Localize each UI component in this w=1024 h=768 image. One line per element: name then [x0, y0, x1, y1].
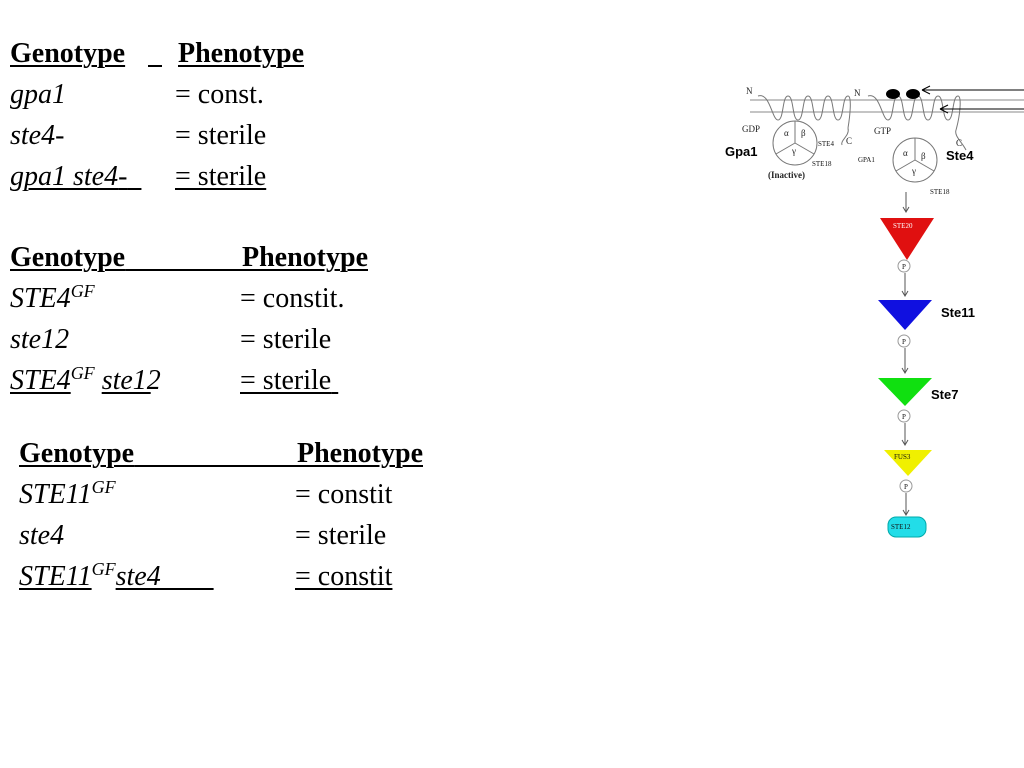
- phenotype-cell: = sterile: [175, 161, 267, 192]
- pheromone-dot: [906, 89, 920, 99]
- phenotype-cell: = constit.: [240, 283, 345, 314]
- ste11-kinase: [878, 300, 932, 330]
- ste4-bold-label: Ste4: [946, 148, 974, 163]
- phenotype-header: Phenotype: [297, 438, 423, 469]
- header-underline-gap: [148, 34, 178, 74]
- phenotype-cell: = sterile: [175, 120, 267, 151]
- c-terminus-label: C: [956, 138, 963, 148]
- genotype-cell: $STE11^{GF}$: [19, 477, 116, 510]
- phenotype-cell: = constit: [295, 479, 393, 510]
- gamma-label: γ: [792, 146, 796, 156]
- phenotype-cell: = sterile: [240, 324, 332, 355]
- gtp-label: GTP: [874, 126, 892, 136]
- pheromone-pathway-diagram: [725, 70, 1024, 550]
- pheromone-dot: [886, 89, 900, 99]
- phenotype-cell: = sterile: [240, 365, 332, 396]
- genotype-cell: ste4-: [10, 120, 65, 151]
- genotype-cell: $STE11^{GF}$ ste4: [19, 559, 161, 592]
- genotype-header: Genotype: [19, 438, 135, 469]
- genotype-cell: ste12: [10, 324, 70, 355]
- fus3-label: FUS3: [894, 453, 911, 461]
- n-terminus-label: N: [854, 88, 861, 98]
- ste18-label: STE18: [930, 188, 950, 196]
- phenotype-cell: = const.: [175, 79, 264, 110]
- beta-label: β: [801, 128, 806, 138]
- ste18-label: STE18: [812, 160, 832, 168]
- ste11-label: Ste11: [941, 305, 975, 320]
- svg-text:P: P: [904, 483, 908, 491]
- phenotype-header: Phenotype: [242, 242, 368, 273]
- ste20-label: STE20: [893, 222, 913, 230]
- gdp-label: GDP: [742, 124, 761, 134]
- genotype-cell: gpa1 ste4-: [10, 161, 128, 192]
- alpha-label: α: [903, 148, 908, 158]
- genotype-header: Genotype: [10, 242, 126, 273]
- svg-text:P: P: [902, 263, 906, 271]
- alpha-label: α: [784, 128, 789, 138]
- c-terminus-label: C: [846, 136, 853, 146]
- ste7-kinase: [878, 378, 932, 406]
- phenotype-header: Phenotype: [178, 38, 304, 69]
- genotype-cell: $STE4^{GF}$ ste12: [10, 363, 161, 396]
- gpa1-small-label: GPA1: [858, 156, 875, 164]
- genotype-cell: gpa1: [10, 79, 66, 110]
- phenotype-cell: = constit: [295, 561, 393, 592]
- ste4-label: STE4: [818, 140, 834, 148]
- phenotype-cell: = sterile: [295, 520, 387, 551]
- n-terminus-label: N: [746, 86, 753, 96]
- ste12-label: STE12: [891, 523, 911, 531]
- inactive-label: (Inactive): [768, 170, 805, 180]
- gamma-label: γ: [912, 166, 916, 176]
- ste7-label: Ste7: [931, 387, 959, 402]
- genotype-cell: $STE4^{GF}$: [10, 281, 95, 314]
- svg-text:P: P: [902, 413, 906, 421]
- beta-label: β: [921, 151, 926, 161]
- svg-text:P: P: [902, 338, 906, 346]
- genotype-header: Genotype: [10, 38, 126, 69]
- genotype-cell: ste4: [19, 520, 65, 551]
- gpa1-label: Gpa1: [725, 144, 758, 159]
